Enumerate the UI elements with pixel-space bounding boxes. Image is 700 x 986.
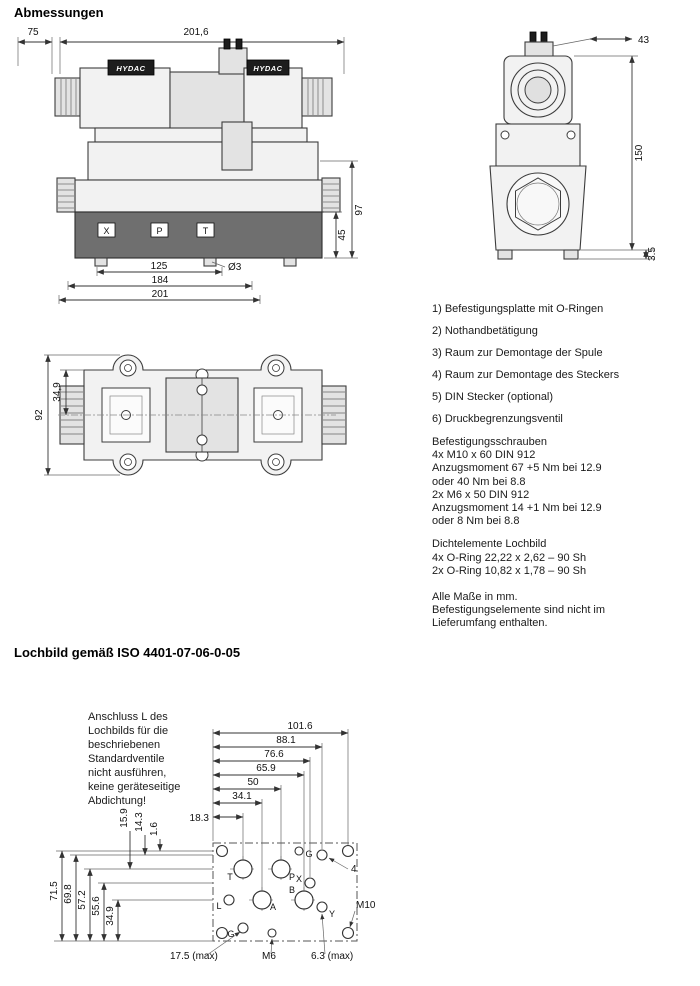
note-line: oder 8 Nm bei 8.8 — [432, 515, 520, 528]
screws-note — [432, 436, 700, 528]
dim-34-9: 34,9 — [52, 382, 63, 402]
dim-65-9: 65.9 — [256, 763, 276, 774]
dim-dia3: Ø3 — [228, 262, 242, 273]
note-line: Anzugsmoment 67 +5 Nm bei 12.9 — [432, 462, 602, 475]
port-label-a: A — [269, 902, 277, 912]
dim-14-3: 14.3 — [134, 812, 145, 832]
callout-17-5-max: 17.5 (max) — [170, 951, 218, 962]
hole-pattern-warning — [88, 710, 206, 808]
hole-pattern-plate — [213, 843, 357, 941]
dim-201: 201 — [151, 289, 169, 300]
hole-pattern-top-dimensions — [190, 721, 348, 890]
dim-101-6: 101.6 — [287, 721, 313, 732]
side-view-drawing — [440, 26, 700, 311]
dim-34-1: 34.1 — [232, 791, 252, 802]
callout-6-3-max: 6.3 (max) — [311, 951, 354, 962]
dim-55-6: 55.6 — [91, 896, 102, 916]
notes-panel — [432, 303, 700, 631]
dim-92: 92 — [34, 409, 45, 421]
seals-note — [432, 538, 700, 578]
front-bottom-dimensions — [59, 261, 260, 304]
valve-main-body — [57, 122, 340, 266]
note-line: 4x O-Ring 22,22 x 2,62 – 90 Sh — [432, 551, 587, 564]
dim-71-5: 71.5 — [49, 881, 60, 901]
note-line: 2x O-Ring 10,82 x 1,78 – 90 Sh — [432, 564, 587, 577]
note-line: Alle Maße in mm. — [432, 591, 518, 604]
note-line: 1) Befestigungsplatte mit O-Ringen — [432, 303, 604, 315]
front-top-dimensions — [18, 27, 344, 74]
note-line: 2) Nothandbetätigung — [432, 325, 538, 337]
dim-43: 43 — [638, 35, 650, 46]
dim-125: 125 — [150, 261, 168, 272]
top-view-drawing — [0, 330, 370, 500]
hole-pattern-left-dimensions — [49, 808, 213, 941]
port-label-x: X — [295, 874, 303, 884]
note-line: 2x M6 x 50 DIN 912 — [432, 488, 530, 501]
note-line: Lieferumfang enthalten. — [432, 617, 548, 630]
port-label-t: T — [202, 226, 209, 236]
port-label-x: X — [103, 226, 110, 236]
note-line: 3) Raum zur Demontage der Spule — [432, 347, 603, 359]
note-line: 4x M10 x 60 DIN 912 — [432, 449, 536, 462]
warning-line: nicht ausführen, — [88, 767, 167, 779]
warning-line: Anschluss L des — [88, 711, 168, 723]
dim-201-6: 201,6 — [183, 27, 209, 38]
side-view-body — [490, 32, 586, 259]
dim-34-9: 34.9 — [105, 906, 116, 926]
callout-m10: M10 — [356, 900, 376, 911]
port-label-p: P — [288, 872, 296, 882]
dim-45: 45 — [337, 229, 348, 241]
solenoid-assembly — [55, 39, 332, 130]
dim-88-1: 88.1 — [276, 735, 296, 746]
dimensions-heading: Abmessungen — [14, 5, 104, 20]
port-label-p: P — [156, 226, 163, 236]
port-label-b: B — [288, 885, 296, 895]
dim-1-6: 1.6 — [149, 822, 160, 836]
dim-184: 184 — [151, 275, 169, 286]
warning-line: Standardventile — [88, 753, 165, 765]
dim-3-5: 3.5 — [647, 247, 658, 261]
warning-line: beschriebenen — [88, 739, 161, 751]
brand-label-left: HYDAC — [116, 64, 146, 73]
dim-15-9: 15.9 — [119, 808, 130, 828]
note-line: Befestigungsschrauben — [432, 436, 547, 448]
top-view-plate — [58, 355, 346, 475]
warning-line: keine geräteseitige — [88, 781, 181, 793]
callout-m6: M6 — [262, 951, 276, 962]
front-view-drawing — [0, 26, 440, 311]
note-line: 4) Raum zur Demontage des Steckers — [432, 369, 620, 381]
dim-75: 75 — [27, 27, 39, 38]
port-label-g-bottom: G — [227, 929, 235, 939]
footer-note — [432, 591, 700, 631]
warning-line: Lochbilds für die — [88, 725, 169, 737]
note-line: Befestigungselemente sind nicht im — [432, 604, 606, 617]
port-label-y: Y — [328, 909, 336, 919]
dim-69-8: 69.8 — [63, 884, 74, 904]
warning-line: Abdichtung! — [88, 795, 147, 807]
note-line: 6) Druckbegrenzungsventil — [432, 413, 563, 425]
hole-pattern-heading: Lochbild gemäß ISO 4401-07-06-0-05 — [14, 645, 241, 660]
note-line: oder 40 Nm bei 8.8 — [432, 475, 526, 488]
port-label-t: T — [227, 872, 233, 882]
dim-50: 50 — [247, 777, 259, 788]
port-label-g-top: G — [305, 849, 313, 859]
brand-label-right: HYDAC — [253, 64, 283, 73]
callout-pin-4: 4 — [351, 864, 357, 875]
dim-150: 150 — [634, 144, 645, 162]
dim-97: 97 — [354, 204, 365, 216]
dim-57-2: 57.2 — [77, 890, 88, 910]
note-line: Anzugsmoment 14 +1 Nm bei 12.9 — [432, 502, 602, 515]
port-label-l: L — [216, 901, 222, 911]
dim-18-3: 18.3 — [189, 813, 209, 824]
note-line: 5) DIN Stecker (optional) — [432, 391, 554, 403]
note-line: Dichtelemente Lochbild — [432, 538, 547, 551]
dim-76-6: 76.6 — [264, 749, 284, 760]
